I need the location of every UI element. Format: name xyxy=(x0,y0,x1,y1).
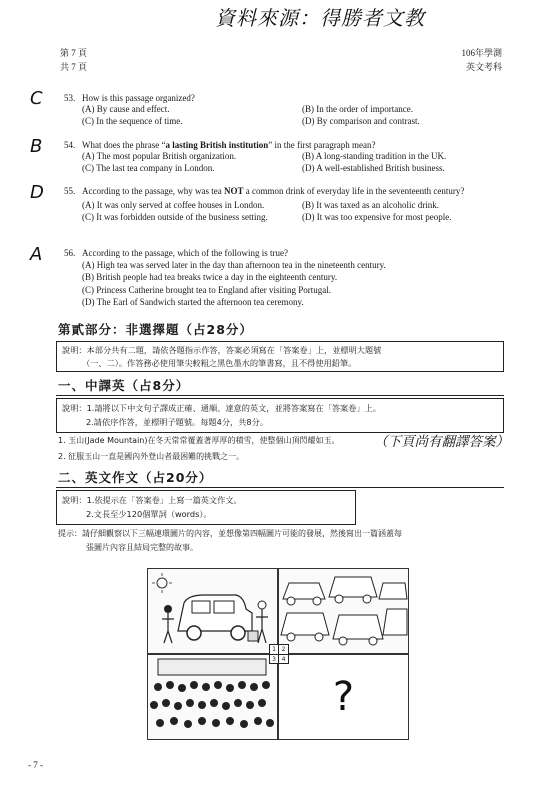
handwritten-answer-53: C xyxy=(30,88,43,109)
crowd-illustration xyxy=(148,655,277,739)
handwritten-answer-54: B xyxy=(30,136,43,157)
option-a: (A) It was only served at coffee houses in London. xyxy=(82,200,265,211)
quoted-phrase: a lasting British institution xyxy=(165,140,269,150)
panel-number: 4 xyxy=(281,656,286,663)
option-d: (D) A well-established British business. xyxy=(302,162,445,173)
option-c: (C) In the sequence of time. xyxy=(82,115,183,126)
family-car-illustration xyxy=(148,569,277,653)
emphasis-not: NOT xyxy=(223,186,244,196)
option-c: (C) The last tea company in London. xyxy=(82,162,215,173)
page-label: 第 7 頁 xyxy=(60,48,88,58)
exam-subject: 英文考科 xyxy=(465,62,502,72)
comic-panel-3 xyxy=(147,654,278,740)
question-56 xyxy=(64,248,504,308)
option-d: (D) By comparison and contrast. xyxy=(302,115,420,126)
translation-instructions: 說明：1.請將以下中文句子譯成正確、通順、達意的英文，並將答案寫在「答案卷」上。 2.請依序作答，並標明子題號。每題4分，共8分。 xyxy=(56,398,504,433)
option-b: (B) British people had tea breaks twice a day in the eighteenth century. xyxy=(82,272,338,283)
option-d: (D) It was too expensive for most people. xyxy=(302,211,452,222)
question-stem: According to the passage, which of the following is true? xyxy=(82,248,288,258)
handwritten-answer-55: D xyxy=(30,182,44,203)
section-divider xyxy=(56,487,504,488)
page-number: - 7 - xyxy=(28,760,43,770)
comic-panel-2 xyxy=(278,568,409,654)
translation-title: 一、中譯英（占8分） xyxy=(58,378,190,393)
option-c: (C) Princess Catherine brought tea to England after visiting Portugal. xyxy=(82,284,331,295)
question-stem: What does the phrase “a lasting British institution” in the first paragraph mean? xyxy=(82,140,376,150)
translation-item-1: 1. 玉山(Jade Mountain)在冬天常常覆蓋著厚厚的積雪，使整個山頂閃耀如玉。 xyxy=(58,436,340,445)
panel-number-grid xyxy=(269,644,289,664)
traffic-jam-illustration xyxy=(279,569,408,653)
composition-instructions: 說明：1.依提示在「答案卷」上寫一篇英文作文。 2.文長至少120個單詞（words）。 xyxy=(56,490,356,525)
question-number: 56. xyxy=(64,248,76,258)
option-d: (D) The Earl of Sandwich started the afternoon tea ceremony. xyxy=(82,296,304,307)
translation-item-2: 2. 征服玉山一直是國內外登山者最困難的挑戰之一。 xyxy=(58,452,245,461)
question-number: 55. xyxy=(64,186,76,196)
part-2-title: 第貳部分：非選擇題（占28分） xyxy=(58,322,253,337)
comic-strip xyxy=(147,568,409,740)
composition-prompt: 提示：請仔細觀察以下三幅連環圖片的內容，並想像第四幅圖片可能的發展，然後寫出一篇涵蓋每 張圖片內容且結局完整的故事。 xyxy=(58,529,402,553)
comic-panel-1 xyxy=(147,568,278,654)
part-2-instructions: 說明：本部分共有二題，請依各題指示作答，答案必須寫在「答案卷」上，並標明大題號 （一、二）。作答務必使用筆尖較粗之黑色墨水的筆書寫，且不得使用鉛筆。 xyxy=(56,341,504,372)
option-a: (A) By cause and effect. xyxy=(82,104,170,115)
total-pages-label: 共 7 頁 xyxy=(60,62,88,72)
composition-title: 二、英文作文（占20分） xyxy=(58,470,213,485)
question-54 xyxy=(64,140,504,174)
panel-number: 3 xyxy=(270,655,279,664)
option-b: (B) In the order of importance. xyxy=(302,104,413,115)
comic-panel-4 xyxy=(278,654,409,740)
question-stem: How is this passage organized? xyxy=(82,93,195,103)
question-stem: According to the passage, why was tea NOT a common drink of everyday life in the seventeenth century? xyxy=(82,186,465,196)
option-a: (A) The most popular British organization. xyxy=(82,151,237,162)
option-a: (A) High tea was served later in the day than afternoon tea in the nineteenth century. xyxy=(82,260,386,271)
section-divider xyxy=(56,395,504,396)
handwritten-answer-56: A xyxy=(30,244,43,265)
option-b: (B) It was taxed as an alcoholic drink. xyxy=(302,200,439,211)
panel-number: 2 xyxy=(279,645,288,655)
option-c: (C) It was forbidden outside of the business setting. xyxy=(82,211,268,222)
option-b: (B) A long-standing tradition in the UK. xyxy=(302,151,447,162)
question-number: 53. xyxy=(64,93,76,103)
question-55 xyxy=(64,186,504,223)
panel-number: 1 xyxy=(270,645,279,655)
handwritten-note: （下頁尚有翻譯答案） xyxy=(374,434,509,450)
question-53 xyxy=(64,93,504,127)
handwritten-source-title: 資料來源：得勝者文教 xyxy=(215,6,425,30)
exam-year: 106年學測 xyxy=(461,48,502,58)
question-number: 54. xyxy=(64,140,76,150)
question-mark: ? xyxy=(332,674,355,720)
